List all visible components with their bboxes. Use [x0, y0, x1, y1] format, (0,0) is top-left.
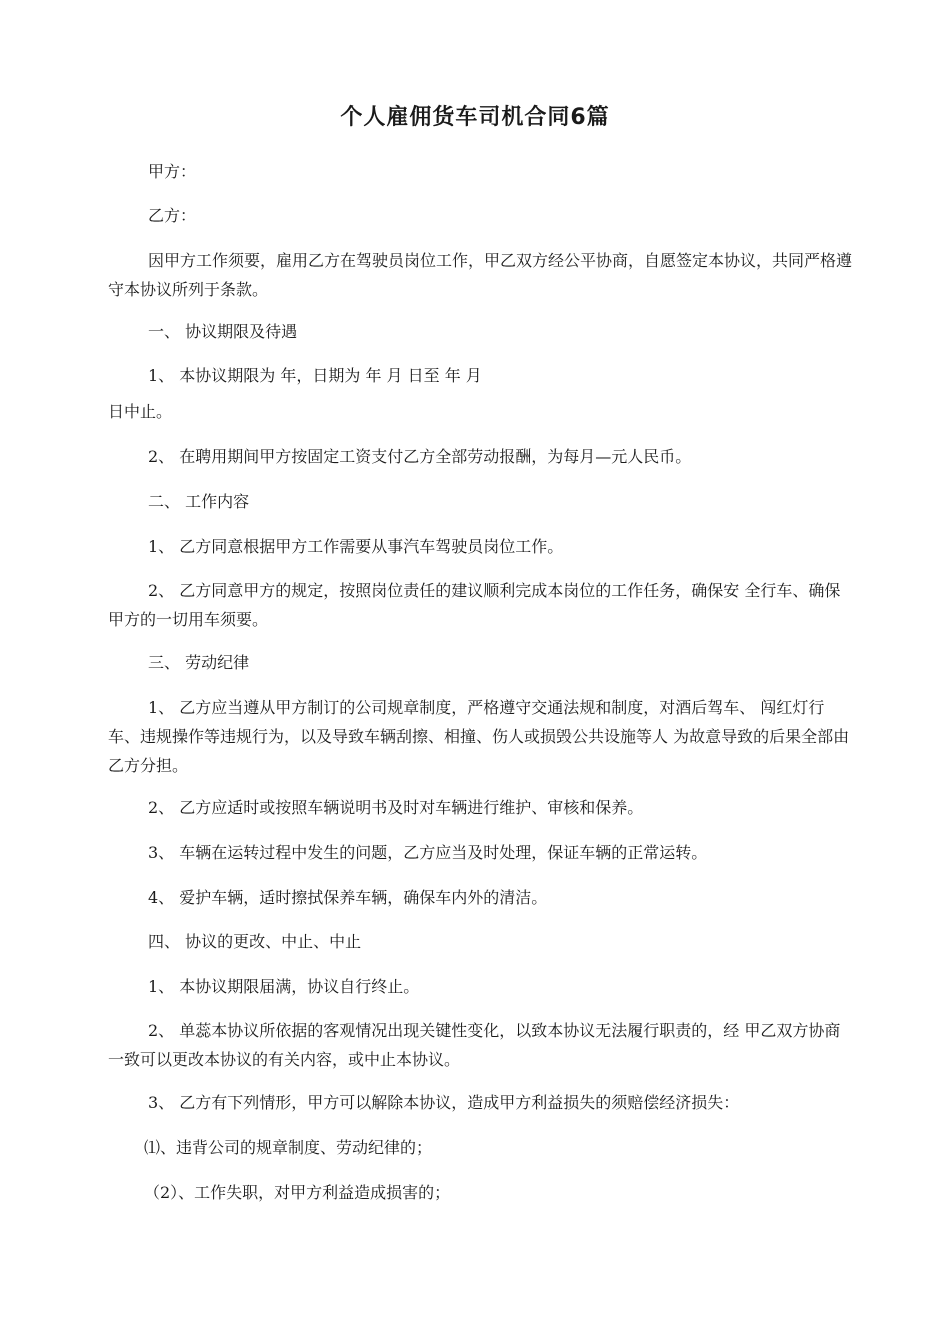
clause-3-1: 1、 乙方应当遵从甲方制订的公司规章制度，严格遵守交通法规和制度，对酒后驾车、 闯红灯行车、违规操作等违规行为，以及导致车辆刮擦、相撞、伤人或损毁公共设施等人 为故意导致的后果全部由乙方分担。 — [108, 698, 850, 775]
clause-3-4: 4、 爱护车辆，适时擦拭保养车辆，确保车内外的清洁。 — [148, 888, 548, 907]
section-2-heading: 二、 工作内容 — [148, 492, 250, 511]
document-title: 个人雇佣货车司机合同6篇 — [340, 105, 610, 130]
preamble-paragraph: 因甲方工作须要，雇用乙方在驾驶员岗位工作，甲乙双方经公平协商，自愿签定本协议，共同严格遵守本协议所列于条款。 — [108, 251, 853, 299]
party-a-line: 甲方： — [148, 162, 197, 181]
clause-3-2: 2、 乙方应适时或按照车辆说明书及时对车辆进行维护、审核和保养。 — [148, 798, 644, 817]
clause-2-2: 2、 乙方同意甲方的规定，按照岗位责任的建议顺利完成本岗位的工作任务，确保安 全行车、确保甲方的一切用车须要。 — [108, 581, 841, 629]
section-3-heading: 三、 劳动纪律 — [148, 653, 250, 672]
clause-4-3-item-1: ⑴、违背公司的规章制度、劳动纪律的； — [144, 1138, 433, 1157]
section-4-heading: 四、 协议的更改、中止、中止 — [148, 932, 362, 951]
party-b-line: 乙方： — [148, 206, 197, 225]
clause-1-1: 1、 本协议期限为 年，日期为 年 月 日至 年 月 — [148, 366, 482, 385]
clause-4-1: 1、 本协议期限届满，协议自行终止。 — [148, 977, 420, 996]
section-1-heading: 一、 协议期限及待遇 — [148, 322, 298, 341]
clause-2-1: 1、 乙方同意根据甲方工作需要从事汽车驾驶员岗位工作。 — [148, 537, 564, 556]
clause-1-2: 2、 在聘用期间甲方按固定工资支付乙方全部劳动报酬，为每月—元人民币。 — [148, 447, 692, 466]
clause-4-3-item-2: （2）、工作失职，对甲方利益造成损害的； — [144, 1183, 451, 1202]
clause-3-3: 3、 车辆在运转过程中发生的问题，乙方应当及时处理，保证车辆的正常运转。 — [148, 843, 708, 862]
clause-1-1-continued: 日中止。 — [108, 402, 173, 421]
clause-4-3: 3、 乙方有下列情形，甲方可以解除本协议，造成甲方利益损失的须赔偿经济损失： — [148, 1093, 740, 1112]
clause-4-2: 2、 单蕊本协议所依据的客观情况出现关键性变化，以致本协议无法履行职责的，经 甲乙双方协商一致可以更改本协议的有关内容，或中止本协议。 — [108, 1021, 841, 1069]
